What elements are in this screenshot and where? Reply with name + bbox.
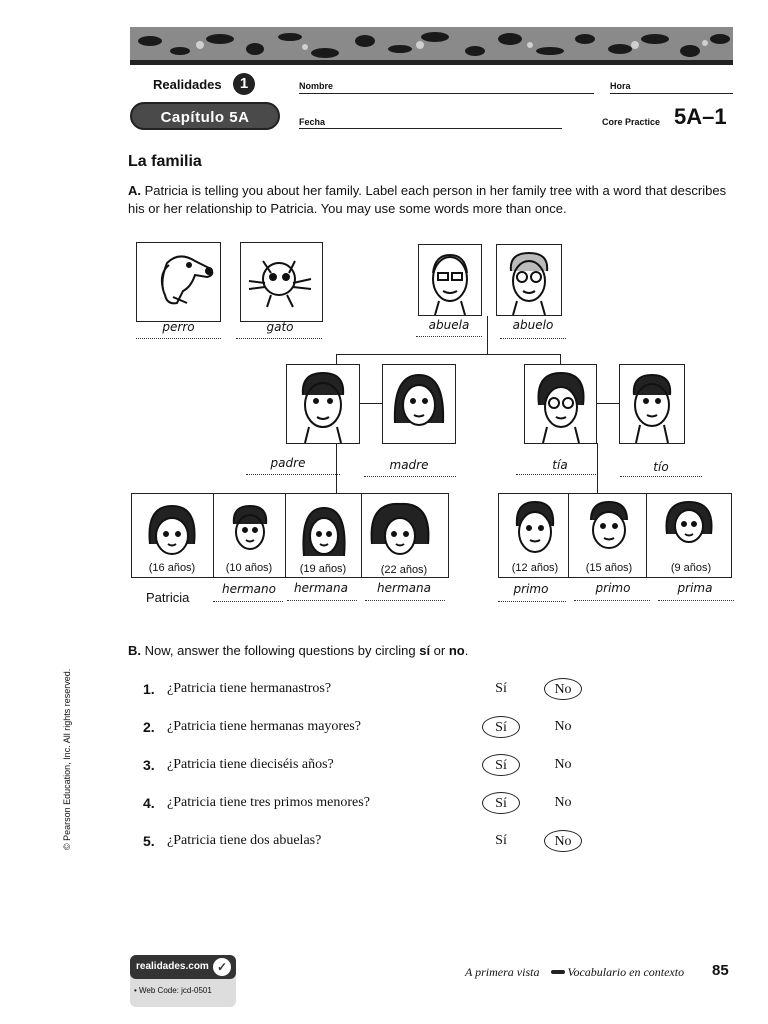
answer-gato: gato <box>266 320 294 334</box>
portrait-aunt <box>524 364 597 444</box>
portrait-dog <box>136 242 221 322</box>
answer-abuela: abuela <box>428 318 470 332</box>
si-option[interactable]: Sí <box>495 833 507 848</box>
answer-line <box>658 600 734 601</box>
question-number: 2. <box>143 719 155 735</box>
tree-line <box>597 443 598 493</box>
page-number: 85 <box>712 962 729 979</box>
answer-perro: perro <box>162 320 195 334</box>
answer-tia: tía <box>552 458 568 472</box>
tree-line <box>487 316 488 354</box>
answer-line <box>516 474 598 475</box>
fecha-field[interactable] <box>299 128 562 129</box>
si-option[interactable]: Sí <box>495 681 507 696</box>
question-text: ¿Patricia tiene dos abuelas? <box>167 833 322 848</box>
fecha-label: Fecha <box>299 117 326 127</box>
no-option[interactable]: No <box>544 830 582 852</box>
tree-line <box>336 354 561 355</box>
chapter-badge: Capítulo 5A <box>130 102 280 130</box>
age-label: (10 años) <box>225 562 273 574</box>
footer-section-name: A primera vista <box>465 965 540 979</box>
copyright: © Pearson Education, Inc. All rights reserved. <box>62 668 72 850</box>
instructions-a-text: Patricia is telling you about her family. Label each person in her family tree with a word that describes his or her relationship to Patricia. You may use some words more than once. <box>128 183 727 216</box>
instructions-a <box>128 182 738 218</box>
nombre-label: Nombre <box>299 81 334 91</box>
answer-primo: primo <box>595 581 631 595</box>
banner-rule <box>130 60 733 65</box>
no-option[interactable]: No <box>554 795 572 810</box>
tree-line <box>360 403 382 404</box>
question-number: 1. <box>143 681 155 697</box>
footer-section <box>465 965 684 980</box>
decorative-banner <box>130 27 733 63</box>
page-code: 5A–1 <box>674 104 727 129</box>
or-word: or <box>430 643 449 658</box>
si-option[interactable]: Sí <box>482 754 520 776</box>
answer-line <box>364 476 456 477</box>
question-number: 3. <box>143 757 155 773</box>
answer-primo: primo <box>513 582 549 596</box>
age-label: (22 años) <box>380 564 428 576</box>
section-letter-b: B. <box>128 643 141 658</box>
si-option[interactable]: Sí <box>482 716 520 738</box>
footer-separator <box>551 970 565 974</box>
answer-madre: madre <box>389 458 429 472</box>
question-text: ¿Patricia tiene hermanas mayores? <box>167 719 361 734</box>
instructions-b <box>128 643 468 658</box>
portrait-grandmother <box>496 244 562 316</box>
no-word: no <box>448 643 465 658</box>
portrait-grandfather <box>418 244 482 316</box>
hora-field[interactable] <box>610 93 733 94</box>
question-text: ¿Patricia tiene hermanastros? <box>167 681 332 696</box>
answer-line <box>498 601 566 602</box>
portrait-uncle <box>619 364 685 444</box>
period: . <box>464 643 469 658</box>
tree-line <box>336 443 337 493</box>
answer-padre: padre <box>270 456 306 470</box>
answer-hermana: hermana <box>294 581 348 595</box>
tree-line <box>597 403 619 404</box>
question-number: 5. <box>143 833 155 849</box>
hora-label: Hora <box>610 81 631 91</box>
answer-line <box>365 600 445 601</box>
footer-subsection: Vocabulario en contexto <box>567 965 685 979</box>
age-label: (12 años) <box>511 562 559 574</box>
age-label: (16 años) <box>148 562 196 574</box>
si-word: sí <box>419 643 431 658</box>
answer-line <box>246 474 340 475</box>
no-option[interactable]: No <box>554 757 572 772</box>
age-label: (19 años) <box>299 563 347 575</box>
answer-line <box>416 336 482 337</box>
answer-line <box>500 338 566 339</box>
portrait-cat <box>240 242 323 322</box>
tree-line <box>336 354 337 364</box>
answer-prima: prima <box>677 581 713 595</box>
nombre-field[interactable] <box>299 93 594 94</box>
check-icon: ✓ <box>213 958 231 976</box>
answer-hermana: hermana <box>377 581 431 595</box>
answer-abuelo: abuelo <box>512 318 554 332</box>
age-label: (15 años) <box>585 562 633 574</box>
section-title: La familia <box>128 153 202 170</box>
answer-line <box>287 600 357 601</box>
question-number: 4. <box>143 795 155 811</box>
portrait-father <box>286 364 360 444</box>
answer-line <box>574 600 650 601</box>
question-text: ¿Patricia tiene tres primos menores? <box>167 795 370 810</box>
core-practice-label: Core Practice <box>602 117 661 127</box>
answer-line <box>620 476 702 477</box>
no-option[interactable]: No <box>554 719 572 734</box>
site-link[interactable]: realidades.com <box>130 955 236 979</box>
answer-hermano: hermano <box>222 582 276 596</box>
si-option[interactable]: Sí <box>482 792 520 814</box>
section-letter-a: A. <box>128 183 141 198</box>
age-label: (9 años) <box>670 562 712 574</box>
no-option[interactable]: No <box>544 678 582 700</box>
level-badge: 1 <box>233 73 255 95</box>
instructions-b-text: Now, answer the following questions by circling <box>144 643 420 658</box>
answer-line <box>213 601 283 602</box>
series-title: Realidades <box>153 77 222 92</box>
web-code: • Web Code: jcd-0501 <box>134 986 212 995</box>
answer-line <box>136 338 221 339</box>
question-text: ¿Patricia tiene dieciséis años? <box>167 757 334 772</box>
patricia-name: Patricia <box>146 590 190 605</box>
portrait-mother <box>382 364 456 444</box>
tree-line <box>560 354 561 364</box>
answer-line <box>236 338 322 339</box>
answer-tio: tío <box>653 460 669 474</box>
